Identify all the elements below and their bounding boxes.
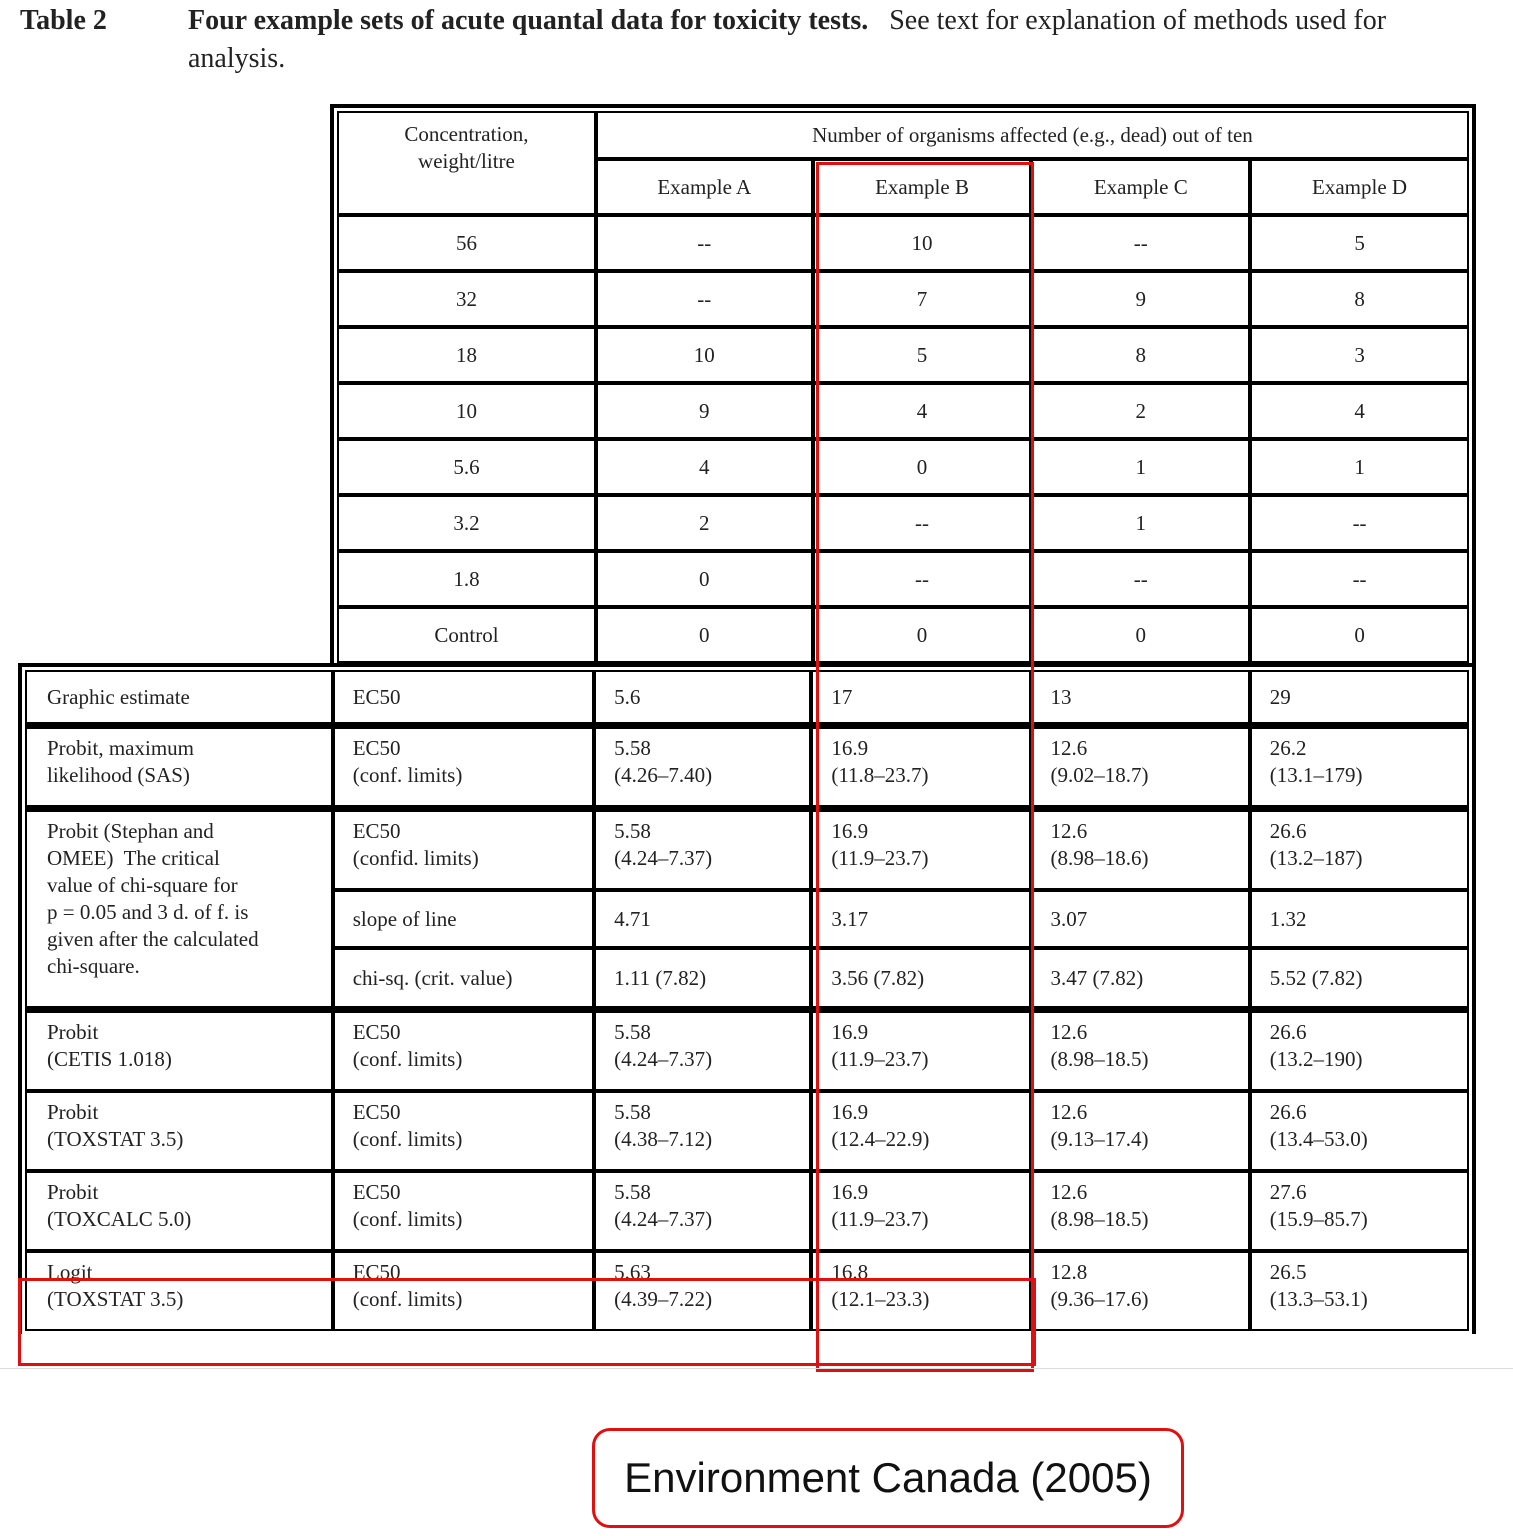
count-cell: 0 — [1031, 607, 1250, 663]
count-cell: -- — [1031, 215, 1250, 271]
value-cell: 3.17 — [811, 890, 1030, 948]
value-cell: 12.6 (8.98–18.6) — [1031, 807, 1250, 890]
count-cell: 0 — [813, 439, 1032, 495]
table-row — [25, 670, 1469, 724]
table-row — [25, 1091, 1469, 1171]
value-cell: 26.6 (13.2–190) — [1250, 1008, 1469, 1091]
count-cell: -- — [1250, 551, 1469, 607]
table-row — [337, 439, 1469, 495]
concentration-cell: 1.8 — [337, 551, 596, 607]
table-row — [337, 383, 1469, 439]
statistic-cell: EC50 (conf. limits) — [333, 1171, 594, 1251]
count-cell: -- — [596, 271, 813, 327]
count-cell: 8 — [1031, 327, 1250, 383]
statistic-cell: EC50 (conf. limits) — [333, 1091, 594, 1171]
count-cell: 7 — [813, 271, 1032, 327]
value-cell: 1.32 — [1250, 890, 1469, 948]
value-cell: 12.8 (9.36–17.6) — [1031, 1251, 1250, 1331]
table-row — [25, 807, 1469, 890]
table-note: See text for explanation of methods used for analysis. — [188, 5, 1387, 74]
concentration-cell: 3.2 — [337, 495, 596, 551]
value-cell: 16.9 (11.9–23.7) — [811, 1008, 1030, 1091]
value-cell: 16.9 (11.8–23.7) — [811, 724, 1030, 807]
statistic-cell: EC50 (confid. limits) — [333, 807, 594, 890]
method-cell: Probit (CETIS 1.018) — [25, 1008, 333, 1091]
count-cell: 2 — [1031, 383, 1250, 439]
count-cell: 10 — [813, 215, 1032, 271]
count-cell: -- — [1031, 551, 1250, 607]
count-cell: 3 — [1250, 327, 1469, 383]
value-cell: 3.07 — [1031, 890, 1250, 948]
statistic-cell: EC50 (conf. limits) — [333, 1251, 594, 1331]
concentration-header: Concentration, weight/litre — [337, 111, 596, 215]
method-cell: Probit (TOXSTAT 3.5) — [25, 1091, 333, 1171]
count-cell: 2 — [596, 495, 813, 551]
count-cell: -- — [813, 495, 1032, 551]
method-cell: Probit (TOXCALC 5.0) — [25, 1171, 333, 1251]
count-cell: 0 — [596, 607, 813, 663]
organism-count-table — [330, 104, 1476, 670]
concentration-cell: 32 — [337, 271, 596, 327]
count-cell: 4 — [596, 439, 813, 495]
value-cell: 5.63 (4.39–7.22) — [594, 1251, 811, 1331]
count-cell: 0 — [596, 551, 813, 607]
count-cell: -- — [1250, 495, 1469, 551]
value-cell: 13 — [1031, 670, 1250, 724]
value-cell: 5.58 (4.24–7.37) — [594, 807, 811, 890]
example-a-header: Example A — [596, 159, 813, 215]
value-cell: 5.58 (4.38–7.12) — [594, 1091, 811, 1171]
statistic-cell: slope of line — [333, 890, 594, 948]
table-row — [337, 607, 1469, 663]
table-row — [337, 327, 1469, 383]
value-cell: 12.6 (9.13–17.4) — [1031, 1091, 1250, 1171]
table-row — [25, 1008, 1469, 1091]
example-d-header: Example D — [1250, 159, 1469, 215]
count-cell: 1 — [1031, 439, 1250, 495]
example-b-header: Example B — [813, 159, 1032, 215]
count-cell: 0 — [813, 607, 1032, 663]
method-cell: Probit (Stephan and OMEE) The critical value of chi-square for p = 0.05 and 3 d. of f. is given after the calculated chi-square. — [25, 807, 333, 1008]
count-cell: 5 — [1250, 215, 1469, 271]
method-cell: Probit, maximum likelihood (SAS) — [25, 724, 333, 807]
value-cell: 12.6 (8.98–18.5) — [1031, 1171, 1250, 1251]
count-cell: -- — [596, 215, 813, 271]
concentration-cell: Control — [337, 607, 596, 663]
organisms-affected-header: Number of organisms affected (e.g., dead) out of ten — [596, 111, 1469, 159]
ec50-results-table — [18, 663, 1476, 1334]
value-cell: 16.9 (11.9–23.7) — [811, 807, 1030, 890]
concentration-cell: 10 — [337, 383, 596, 439]
table-row — [25, 1171, 1469, 1251]
example-c-header: Example C — [1031, 159, 1250, 215]
value-cell: 5.6 — [594, 670, 811, 724]
table-row — [337, 551, 1469, 607]
count-cell: 1 — [1031, 495, 1250, 551]
count-cell: 9 — [1031, 271, 1250, 327]
count-cell: 4 — [813, 383, 1032, 439]
value-cell: 29 — [1250, 670, 1469, 724]
table-row — [25, 724, 1469, 807]
count-cell: 4 — [1250, 383, 1469, 439]
count-cell: 5 — [813, 327, 1032, 383]
value-cell: 5.58 (4.24–7.37) — [594, 1171, 811, 1251]
value-cell: 12.6 (9.02–18.7) — [1031, 724, 1250, 807]
value-cell: 3.56 (7.82) — [811, 948, 1030, 1008]
value-cell: 5.58 (4.26–7.40) — [594, 724, 811, 807]
table-row — [25, 1251, 1469, 1331]
value-cell: 26.2 (13.1–179) — [1250, 724, 1469, 807]
count-cell: 10 — [596, 327, 813, 383]
concentration-cell: 18 — [337, 327, 596, 383]
value-cell: 3.47 (7.82) — [1031, 948, 1250, 1008]
value-cell: 16.9 (12.4–22.9) — [811, 1091, 1030, 1171]
count-cell: 9 — [596, 383, 813, 439]
method-cell: Graphic estimate — [25, 670, 333, 724]
statistic-cell: EC50 (conf. limits) — [333, 1008, 594, 1091]
value-cell: 27.6 (15.9–85.7) — [1250, 1171, 1469, 1251]
table-header-row — [337, 111, 1469, 159]
concentration-cell: 56 — [337, 215, 596, 271]
value-cell: 26.5 (13.3–53.1) — [1250, 1251, 1469, 1331]
value-cell: 16.8 (12.1–23.3) — [811, 1251, 1030, 1331]
statistic-cell: EC50 — [333, 670, 594, 724]
value-cell: 26.6 (13.2–187) — [1250, 807, 1469, 890]
method-cell: Logit (TOXSTAT 3.5) — [25, 1251, 333, 1331]
value-cell: 12.6 (8.98–18.5) — [1031, 1008, 1250, 1091]
value-cell: 17 — [811, 670, 1030, 724]
count-cell: 1 — [1250, 439, 1469, 495]
table-row — [337, 271, 1469, 327]
statistic-cell: chi-sq. (crit. value) — [333, 948, 594, 1008]
concentration-cell: 5.6 — [337, 439, 596, 495]
count-cell: 8 — [1250, 271, 1469, 327]
source-citation: Environment Canada (2005) — [592, 1428, 1184, 1528]
table-title: Four example sets of acute quantal data for toxicity tests. — [188, 5, 869, 36]
value-cell: 26.6 (13.4–53.0) — [1250, 1091, 1469, 1171]
value-cell: 4.71 — [594, 890, 811, 948]
value-cell: 5.58 (4.24–7.37) — [594, 1008, 811, 1091]
value-cell: 16.9 (11.9–23.7) — [811, 1171, 1030, 1251]
count-cell: 0 — [1250, 607, 1469, 663]
table-row — [337, 495, 1469, 551]
count-cell: -- — [813, 551, 1032, 607]
value-cell: 1.11 (7.82) — [594, 948, 811, 1008]
table-label: Table 2 — [20, 5, 107, 36]
statistic-cell: EC50 (conf. limits) — [333, 724, 594, 807]
table-row — [337, 215, 1469, 271]
value-cell: 5.52 (7.82) — [1250, 948, 1469, 1008]
crop-edge — [0, 1368, 1513, 1369]
